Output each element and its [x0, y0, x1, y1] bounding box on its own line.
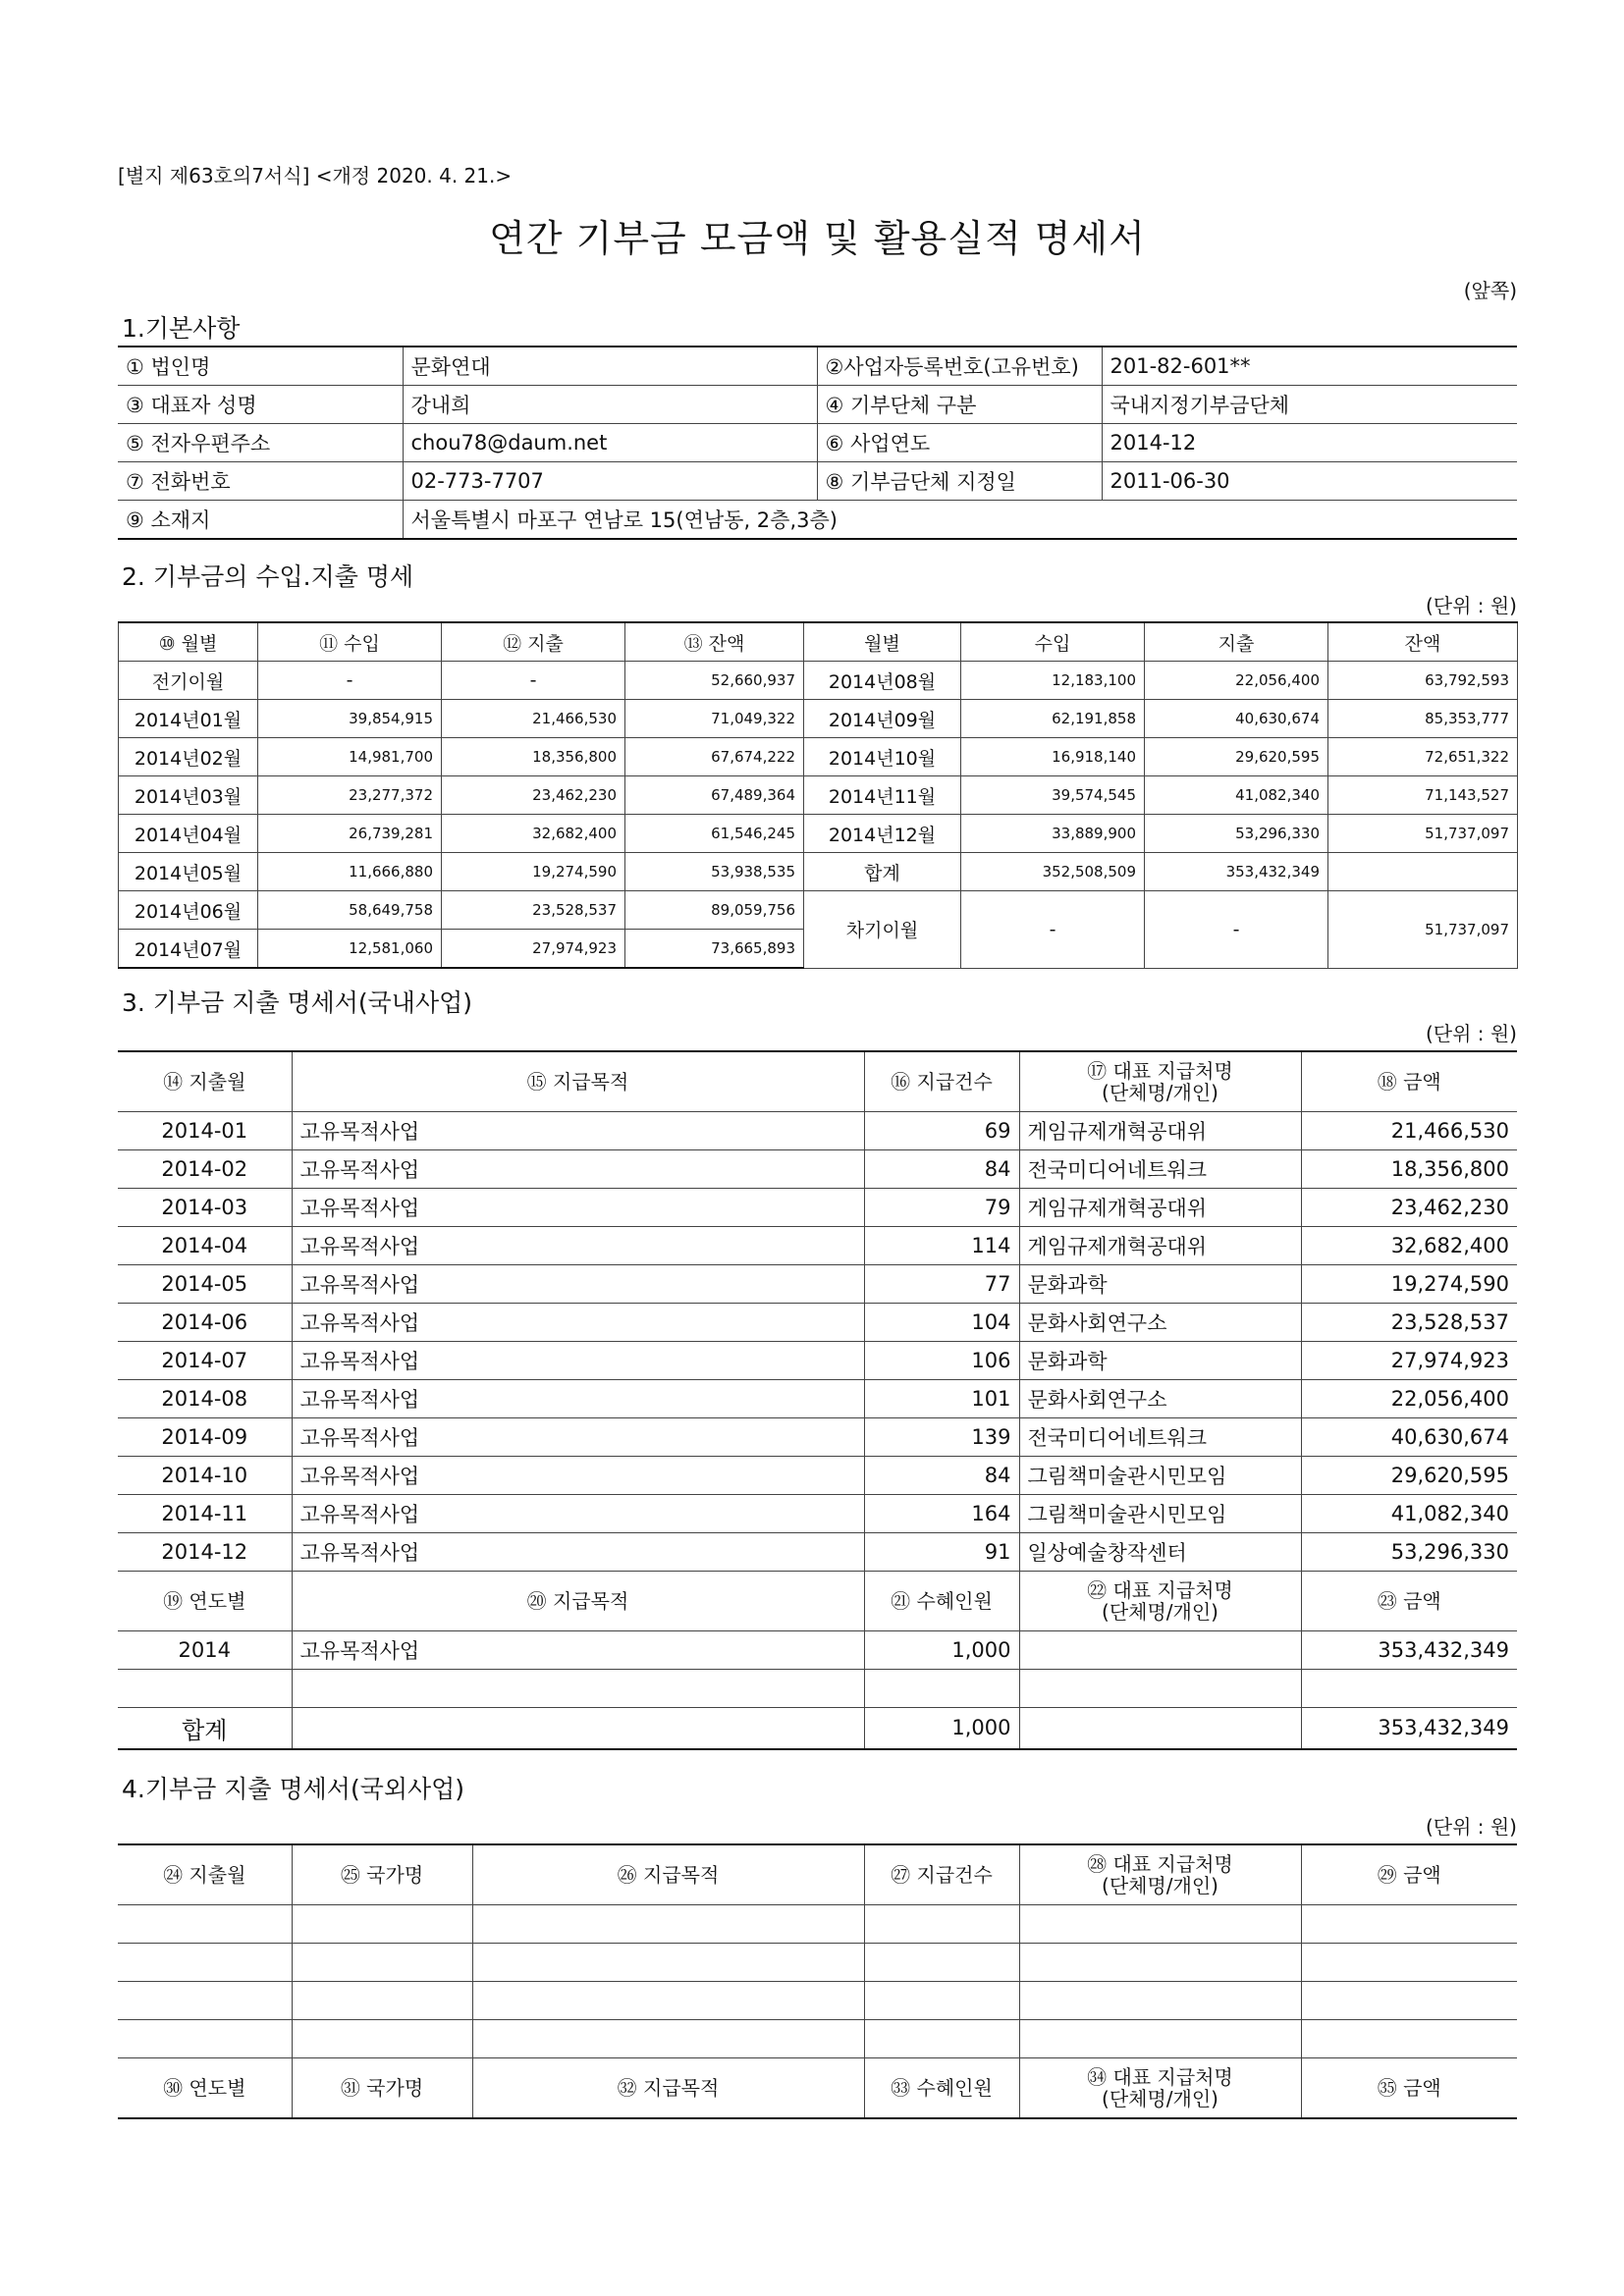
month-cell: 2014년06월	[119, 891, 258, 930]
field-label: ① 법인명	[118, 347, 403, 386]
foreign-header: ㉖ 지급목적	[472, 1844, 864, 1905]
domestic-header: ㉓ 금액	[1301, 1572, 1517, 1631]
domestic-unit: (단위 : 원)	[1425, 1022, 1517, 1045]
blank-cell	[118, 1944, 292, 1982]
field-label: ⑥ 사업연도	[817, 424, 1102, 462]
month-cell: 2014년07월	[119, 930, 258, 969]
blank-cell	[292, 2020, 472, 2058]
payee-name: 전국미디어네트워크	[1019, 1418, 1301, 1457]
blank-cell	[1019, 1982, 1301, 2020]
amount-cell: 352,508,509	[961, 853, 1145, 891]
blank-cell	[472, 2020, 864, 2058]
foreign-header: ㉔ 지출월	[118, 1844, 292, 1905]
income-header-row	[119, 622, 1518, 662]
blank-cell	[1301, 1905, 1517, 1944]
expense-month: 2014-05	[118, 1265, 292, 1304]
amount-cell: 63,792,593	[1328, 662, 1518, 700]
blank-cell	[292, 1670, 864, 1708]
domestic-row	[118, 1112, 1517, 1150]
income-header: ⑫ 지출	[442, 622, 625, 662]
domestic-header: ⑭ 지출월	[118, 1051, 292, 1112]
month-cell: 2014년08월	[804, 662, 961, 700]
total-beneficiaries: 1,000	[864, 1708, 1019, 1749]
domestic-row	[118, 1265, 1517, 1304]
payment-count: 101	[864, 1380, 1019, 1418]
income-header: 잔액	[1328, 622, 1518, 662]
field-value: 문화연대	[403, 347, 817, 386]
foreign-header-row	[118, 1844, 1517, 1905]
carry-over-expense: -	[1145, 891, 1328, 969]
income-row	[119, 853, 1518, 891]
income-row	[119, 700, 1518, 738]
domestic-header-payee-label: ⑰ 대표 지급처명	[1087, 1059, 1233, 1083]
address-value: 서울특별시 마포구 연남로 15(연남동, 2층,3층)	[403, 501, 1517, 540]
amount-cell: 11,666,880	[258, 853, 442, 891]
payee-name: 문화과학	[1019, 1265, 1301, 1304]
month-cell: 2014년05월	[119, 853, 258, 891]
income-header: 수입	[961, 622, 1145, 662]
payment-count: 69	[864, 1112, 1019, 1150]
payment-purpose: 고유목적사업	[292, 1112, 864, 1150]
blank-cell	[1019, 1905, 1301, 1944]
payee-name: 게임규제개혁공대위	[1019, 1189, 1301, 1227]
blank-cell	[1019, 1944, 1301, 1982]
payment-amount: 29,620,595	[1301, 1457, 1517, 1495]
amount-cell: 67,489,364	[625, 776, 804, 815]
amount-cell: 23,277,372	[258, 776, 442, 815]
payment-amount: 27,974,923	[1301, 1342, 1517, 1380]
expense-month: 2014-11	[118, 1495, 292, 1533]
payment-count: 104	[864, 1304, 1019, 1342]
domestic-row	[118, 1189, 1517, 1227]
payment-purpose	[292, 1708, 864, 1749]
expense-month: 2014-12	[118, 1533, 292, 1572]
blank-cell	[1301, 1670, 1517, 1708]
blank-cell	[1019, 2020, 1301, 2058]
amount-cell: 23,528,537	[442, 891, 625, 930]
payment-count: 84	[864, 1150, 1019, 1189]
domestic-year-row	[118, 1631, 1517, 1670]
amount-cell: 22,056,400	[1145, 662, 1328, 700]
payment-count: 139	[864, 1418, 1019, 1457]
payment-purpose: 고유목적사업	[292, 1189, 864, 1227]
domestic-header: ⑮ 지급목적	[292, 1051, 864, 1112]
field-label: ③ 대표자 성명	[118, 386, 403, 424]
domestic-header-row	[118, 1051, 1517, 1112]
amount-cell: 72,651,322	[1328, 738, 1518, 776]
income-row	[119, 891, 1518, 930]
payment-amount: 353,432,349	[1301, 1631, 1517, 1670]
foreign-header: ㉚ 연도별	[118, 2058, 292, 2119]
field-value: 201-82-601**	[1102, 347, 1517, 386]
form-reference: [별지 제63호의7서식] <개정 2020. 4. 21.>	[118, 164, 513, 187]
carry-over-income: -	[961, 891, 1145, 969]
field-label: ⑦ 전화번호	[118, 462, 403, 501]
amount-cell: 52,660,937	[625, 662, 804, 700]
expense-month: 2014-08	[118, 1380, 292, 1418]
income-row	[119, 738, 1518, 776]
blank-cell	[864, 1905, 1019, 1944]
field-value: 강내희	[403, 386, 817, 424]
payment-amount: 18,356,800	[1301, 1150, 1517, 1189]
domestic-expense-table	[118, 1050, 1517, 1750]
amount-cell: 39,574,545	[961, 776, 1145, 815]
payment-amount: 21,466,530	[1301, 1112, 1517, 1150]
payee-name: 전국미디어네트워크	[1019, 1150, 1301, 1189]
amount-cell: 23,462,230	[442, 776, 625, 815]
blank-cell	[1301, 2020, 1517, 2058]
field-value: 2011-06-30	[1102, 462, 1517, 501]
expense-month: 2014-09	[118, 1418, 292, 1457]
payment-purpose: 고유목적사업	[292, 1150, 864, 1189]
blank-cell	[118, 1982, 292, 2020]
foreign-blank-row	[118, 1982, 1517, 2020]
month-cell: 2014년12월	[804, 815, 961, 853]
blank-cell	[292, 1905, 472, 1944]
payee-name	[1019, 1631, 1301, 1670]
income-row	[119, 815, 1518, 853]
foreign-header: ㉕ 국가명	[292, 1844, 472, 1905]
amount-cell: 14,981,700	[258, 738, 442, 776]
amount-cell: 16,918,140	[961, 738, 1145, 776]
payment-amount: 23,462,230	[1301, 1189, 1517, 1227]
expense-month: 2014-06	[118, 1304, 292, 1342]
field-label: ②사업자등록번호(고유번호)	[817, 347, 1102, 386]
expense-month: 2014-04	[118, 1227, 292, 1265]
payment-amount: 19,274,590	[1301, 1265, 1517, 1304]
total-label: 합계	[118, 1708, 292, 1749]
field-label: ④ 기부단체 구분	[817, 386, 1102, 424]
month-cell: 2014년09월	[804, 700, 961, 738]
payment-purpose: 고유목적사업	[292, 1631, 864, 1670]
domestic-row	[118, 1304, 1517, 1342]
foreign-header-payee	[1019, 2058, 1301, 2119]
carry-over-label: 차기이월	[804, 891, 961, 969]
foreign-header: ㉙ 금액	[1301, 1844, 1517, 1905]
foreign-expense-table	[118, 1843, 1517, 2119]
blank-cell	[118, 1905, 292, 1944]
amount-cell: 29,620,595	[1145, 738, 1328, 776]
blank-cell	[472, 1982, 864, 2020]
address-label: ⑨ 소재지	[118, 501, 403, 540]
foreign-header: ㉛ 국가명	[292, 2058, 472, 2119]
basic-info-row-address	[118, 501, 1517, 540]
domestic-header: ⑲ 연도별	[118, 1572, 292, 1631]
amount-cell: 89,059,756	[625, 891, 804, 930]
amount-cell: 40,630,674	[1145, 700, 1328, 738]
amount-cell: 85,353,777	[1328, 700, 1518, 738]
payee-name: 그림책미술관시민모임	[1019, 1495, 1301, 1533]
payment-count: 77	[864, 1265, 1019, 1304]
foreign-header: ㉝ 수혜인원	[864, 2058, 1019, 2119]
field-label: ⑤ 전자우편주소	[118, 424, 403, 462]
payment-count: 79	[864, 1189, 1019, 1227]
blank-cell	[864, 1982, 1019, 2020]
amount-cell: 53,938,535	[625, 853, 804, 891]
amount-cell: 18,356,800	[442, 738, 625, 776]
amount-cell: -	[258, 662, 442, 700]
payment-purpose: 고유목적사업	[292, 1304, 864, 1342]
income-header: ⑬ 잔액	[625, 622, 804, 662]
basic-info-row	[118, 424, 1517, 462]
amount-cell: 51,737,097	[1328, 815, 1518, 853]
payment-purpose: 고유목적사업	[292, 1495, 864, 1533]
amount-cell: 62,191,858	[961, 700, 1145, 738]
income-row	[119, 662, 1518, 700]
domestic-row	[118, 1227, 1517, 1265]
amount-cell: 19,274,590	[442, 853, 625, 891]
income-unit: (단위 : 원)	[1425, 594, 1517, 617]
blank-cell	[864, 1670, 1019, 1708]
income-header: 월별	[804, 622, 961, 662]
blank-cell	[292, 1982, 472, 2020]
section-foreign-heading: 4.기부금 지출 명세서(국외사업)	[122, 1775, 465, 1803]
foreign-blank-row	[118, 2020, 1517, 2058]
section-domestic-heading: 3. 기부금 지출 명세서(국내사업)	[122, 988, 473, 1017]
payment-purpose: 고유목적사업	[292, 1380, 864, 1418]
foreign-blank-row	[118, 1905, 1517, 1944]
month-cell: 2014년11월	[804, 776, 961, 815]
amount-cell: 67,674,222	[625, 738, 804, 776]
payment-purpose: 고유목적사업	[292, 1342, 864, 1380]
amount-cell: 53,296,330	[1145, 815, 1328, 853]
amount-cell: 71,143,527	[1328, 776, 1518, 815]
income-expense-table	[118, 621, 1518, 969]
blank-cell	[292, 1944, 472, 1982]
foreign-unit: (단위 : 원)	[1425, 1815, 1517, 1839]
payment-amount: 53,296,330	[1301, 1533, 1517, 1572]
income-row	[119, 776, 1518, 815]
field-value: 02-773-7707	[403, 462, 817, 501]
beneficiaries: 1,000	[864, 1631, 1019, 1670]
expense-month: 2014-07	[118, 1342, 292, 1380]
expense-month: 2014-10	[118, 1457, 292, 1495]
blank-cell	[118, 1670, 292, 1708]
amount-cell: 27,974,923	[442, 930, 625, 969]
amount-cell: 58,649,758	[258, 891, 442, 930]
foreign-header-payee	[1019, 1844, 1301, 1905]
month-cell: 2014년10월	[804, 738, 961, 776]
payment-purpose: 고유목적사업	[292, 1265, 864, 1304]
foreign-header-payee-label: ㉞ 대표 지급처명	[1087, 2065, 1233, 2089]
basic-info-row	[118, 347, 1517, 386]
domestic-total-row	[118, 1708, 1517, 1749]
front-side-label: (앞쪽)	[1463, 279, 1517, 302]
payment-purpose: 고유목적사업	[292, 1457, 864, 1495]
domestic-header-payee-sublabel: (단체명/개인)	[1102, 1600, 1218, 1624]
expense-month: 2014-03	[118, 1189, 292, 1227]
field-value: 국내지정기부금단체	[1102, 386, 1517, 424]
payment-count: 114	[864, 1227, 1019, 1265]
payment-amount: 22,056,400	[1301, 1380, 1517, 1418]
field-value: chou78@daum.net	[403, 424, 817, 462]
domestic-header: ⑱ 금액	[1301, 1051, 1517, 1112]
blank-cell	[864, 1944, 1019, 1982]
payment-count: 91	[864, 1533, 1019, 1572]
carry-over-balance: 51,737,097	[1328, 891, 1518, 969]
expense-month: 2014-02	[118, 1150, 292, 1189]
page-title: 연간 기부금 모금액 및 활용실적 명세서	[489, 217, 1146, 260]
amount-cell: 26,739,281	[258, 815, 442, 853]
payment-amount: 41,082,340	[1301, 1495, 1517, 1533]
domestic-row	[118, 1342, 1517, 1380]
amount-cell: -	[442, 662, 625, 700]
domestic-header-payee-sublabel: (단체명/개인)	[1102, 1081, 1218, 1104]
domestic-header-row-2	[118, 1572, 1517, 1631]
amount-cell: 71,049,322	[625, 700, 804, 738]
domestic-header-payee	[1019, 1051, 1301, 1112]
domestic-row	[118, 1150, 1517, 1189]
domestic-header: ⑳ 지급목적	[292, 1572, 864, 1631]
section-basic-heading: 1.기본사항	[122, 314, 241, 343]
payee-name	[1019, 1708, 1301, 1749]
payment-amount: 32,682,400	[1301, 1227, 1517, 1265]
year-cell: 2014	[118, 1631, 292, 1670]
domestic-row	[118, 1380, 1517, 1418]
blank-cell	[1301, 1944, 1517, 1982]
payee-name: 문화사회연구소	[1019, 1380, 1301, 1418]
payee-name: 일상예술창작센터	[1019, 1533, 1301, 1572]
foreign-header-payee-label: ㉘ 대표 지급처명	[1087, 1852, 1233, 1876]
month-cell: 합계	[804, 853, 961, 891]
amount-cell: 21,466,530	[442, 700, 625, 738]
domestic-blank-row	[118, 1670, 1517, 1708]
month-cell: 전기이월	[119, 662, 258, 700]
blank-cell	[1301, 1982, 1517, 2020]
foreign-header: ㉜ 지급목적	[472, 2058, 864, 2119]
foreign-header-row-2	[118, 2058, 1517, 2119]
amount-cell: 41,082,340	[1145, 776, 1328, 815]
payee-name: 문화사회연구소	[1019, 1304, 1301, 1342]
payment-purpose: 고유목적사업	[292, 1418, 864, 1457]
amount-cell: 61,546,245	[625, 815, 804, 853]
month-cell: 2014년01월	[119, 700, 258, 738]
field-label: ⑧ 기부금단체 지정일	[817, 462, 1102, 501]
expense-month: 2014-01	[118, 1112, 292, 1150]
foreign-blank-row	[118, 1944, 1517, 1982]
blank-cell	[864, 2020, 1019, 2058]
foreign-header: ㉗ 지급건수	[864, 1844, 1019, 1905]
income-header: ⑪ 수입	[258, 622, 442, 662]
amount-cell: 73,665,893	[625, 930, 804, 969]
blank-cell	[1019, 1670, 1301, 1708]
domestic-row	[118, 1495, 1517, 1533]
field-value: 2014-12	[1102, 424, 1517, 462]
payment-amount: 40,630,674	[1301, 1418, 1517, 1457]
amount-cell: 39,854,915	[258, 700, 442, 738]
domestic-header-payee-label: ㉒ 대표 지급처명	[1087, 1578, 1233, 1602]
foreign-header-payee-sublabel: (단체명/개인)	[1102, 2087, 1218, 2110]
amount-cell: 12,581,060	[258, 930, 442, 969]
payment-purpose: 고유목적사업	[292, 1533, 864, 1572]
section-income-heading: 2. 기부금의 수입.지출 명세	[122, 562, 414, 591]
income-header: ⑩ 월별	[119, 622, 258, 662]
payment-count: 84	[864, 1457, 1019, 1495]
domestic-row	[118, 1457, 1517, 1495]
payee-name: 게임규제개혁공대위	[1019, 1112, 1301, 1150]
amount-cell: 12,183,100	[961, 662, 1145, 700]
amount-cell: 353,432,349	[1145, 853, 1328, 891]
amount-cell	[1328, 853, 1518, 891]
month-cell: 2014년04월	[119, 815, 258, 853]
payment-amount: 23,528,537	[1301, 1304, 1517, 1342]
payment-purpose: 고유목적사업	[292, 1227, 864, 1265]
income-header: 지출	[1145, 622, 1328, 662]
domestic-header-payee	[1019, 1572, 1301, 1631]
basic-info-table	[118, 346, 1517, 540]
amount-cell: 32,682,400	[442, 815, 625, 853]
basic-info-row	[118, 462, 1517, 501]
domestic-header: ㉑ 수혜인원	[864, 1572, 1019, 1631]
domestic-row	[118, 1533, 1517, 1572]
payment-count: 106	[864, 1342, 1019, 1380]
foreign-header-payee-sublabel: (단체명/개인)	[1102, 1874, 1218, 1897]
blank-cell	[118, 2020, 292, 2058]
payment-count: 164	[864, 1495, 1019, 1533]
payee-name: 그림책미술관시민모임	[1019, 1457, 1301, 1495]
month-cell: 2014년02월	[119, 738, 258, 776]
domestic-header: ⑯ 지급건수	[864, 1051, 1019, 1112]
amount-cell: 33,889,900	[961, 815, 1145, 853]
blank-cell	[472, 1944, 864, 1982]
domestic-row	[118, 1418, 1517, 1457]
basic-info-row	[118, 386, 1517, 424]
payee-name: 게임규제개혁공대위	[1019, 1227, 1301, 1265]
blank-cell	[472, 1905, 864, 1944]
total-amount: 353,432,349	[1301, 1708, 1517, 1749]
month-cell: 2014년03월	[119, 776, 258, 815]
foreign-header: ㉟ 금액	[1301, 2058, 1517, 2119]
payee-name: 문화과학	[1019, 1342, 1301, 1380]
